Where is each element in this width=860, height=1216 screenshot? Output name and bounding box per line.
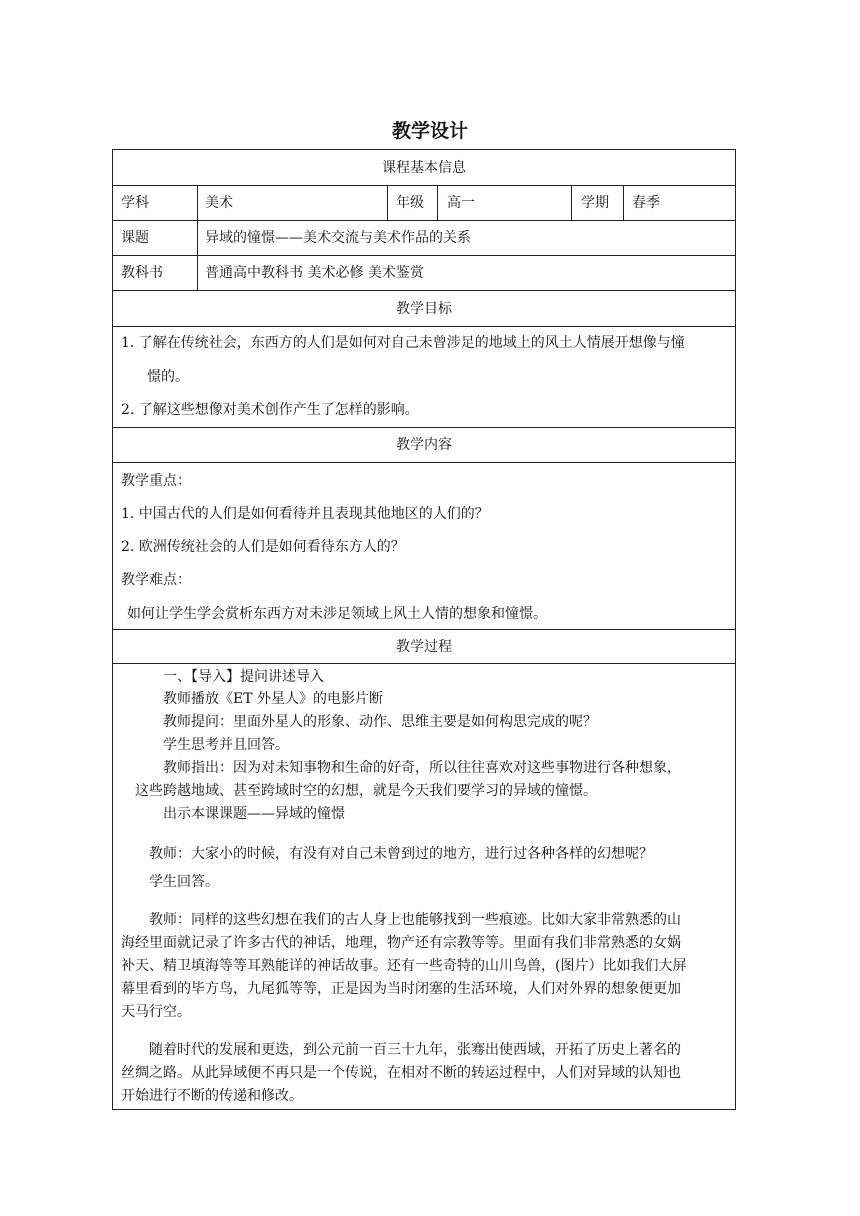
key-points-label: 教学重点： [121, 473, 191, 489]
process-header: 教学过程 [396, 639, 452, 655]
process-line: 开始进行不断的传递和修改。 [121, 1088, 303, 1104]
textbook-value: 普通高中教科书 美术必修 美术鉴赏 [205, 265, 424, 281]
process-line: 一、【导入】提问讲述导入 [163, 669, 324, 685]
goal-item: 1. 了解在传统社会，东西方的人们是如何对自己未曾涉足的地域上的风土人情展开想像与憧 [121, 335, 685, 351]
textbook-label: 教科书 [121, 265, 163, 281]
process-line: 学生思考并且回答。 [163, 737, 289, 753]
difficulty-label: 教学难点： [121, 572, 191, 588]
basic-info-header: 课程基本信息 [382, 160, 466, 176]
grade-value: 高一 [447, 195, 475, 211]
process-line: 海经里面就记录了许多古代的神话，地理，物产还有宗教等等。里面有我们非常熟悉的女娲 [121, 935, 681, 951]
process-line: 丝绸之路。从此异域便不再只是一个传说，在相对不断的转运过程中，人们对异域的认知也 [121, 1065, 681, 1081]
goals-header: 教学目标 [396, 301, 452, 317]
row-divider [113, 185, 735, 186]
process-line: 教师：同样的这些幻想在我们的古人身上也能够找到一些痕迹。比如大家非常熟悉的山 [149, 912, 681, 928]
row-divider [113, 290, 735, 291]
difficulty-text: 如何让学生学会赏析东西方对未涉足领域上风土人情的想象和憧憬。 [127, 606, 547, 622]
goal-item-continued: 憬的。 [147, 369, 189, 385]
process-line: 出示本课课题——异域的憧憬 [163, 806, 345, 822]
column-divider [387, 185, 388, 220]
term-value: 春季 [632, 195, 660, 211]
process-line: 教师提问：里面外星人的形象、动作、思维主要是如何构思完成的呢？ [163, 714, 597, 730]
row-divider [113, 629, 735, 630]
subject-value: 美术 [205, 195, 233, 211]
topic-value: 异域的憧憬——美术交流与美术作品的关系 [205, 230, 471, 246]
column-divider [437, 185, 438, 220]
process-line: 教师：大家小的时候，有没有对自己未曾到过的地方，进行过各种各样的幻想呢？ [149, 846, 653, 862]
term-label: 学期 [581, 195, 609, 211]
row-divider [113, 220, 735, 221]
lesson-plan-table [112, 149, 736, 1110]
column-divider [623, 185, 624, 220]
key-point-item: 1. 中国古代的人们是如何看待并且表现其他地区的人们的？ [121, 506, 489, 522]
document-title: 教学设计 [391, 120, 468, 142]
process-line: 补天、精卫填海等等耳熟能详的神话故事。还有一些奇特的山川鸟兽，(图片）比如我们大屏 [121, 958, 687, 974]
process-line: 教师播放《ET 外星人》的电影片断 [163, 691, 384, 707]
column-divider [571, 185, 572, 220]
process-line: 教师指出：因为对未知事物和生命的好奇，所以往往喜欢对这些事物进行各种想象， [163, 760, 681, 776]
process-line: 天马行空。 [121, 1004, 191, 1020]
grade-label: 年级 [396, 195, 424, 211]
process-line: 幕里看到的毕方鸟，九尾狐等等，正是因为当时闭塞的生活环境，人们对外界的想象便更加 [121, 981, 681, 997]
process-line: 学生回答。 [149, 874, 219, 890]
subject-label: 学科 [121, 195, 149, 211]
row-divider [113, 663, 735, 664]
row-divider [113, 462, 735, 463]
key-point-item: 2. 欧洲传统社会的人们是如何看待东方人的？ [121, 539, 405, 555]
row-divider [113, 326, 735, 327]
column-divider [197, 185, 198, 290]
topic-label: 课题 [121, 230, 149, 246]
row-divider [113, 427, 735, 428]
goal-item: 2. 了解这些想像对美术创作产生了怎样的影响。 [121, 402, 419, 418]
process-line: 这些跨越地域、甚至跨域时空的幻想，就是今天我们要学习的异域的憧憬。 [135, 783, 597, 799]
content-header: 教学内容 [396, 437, 452, 453]
row-divider [113, 255, 735, 256]
process-line: 随着时代的发展和更迭，到公元前一百三十九年，张骞出使西域，开拓了历史上著名的 [149, 1042, 681, 1058]
